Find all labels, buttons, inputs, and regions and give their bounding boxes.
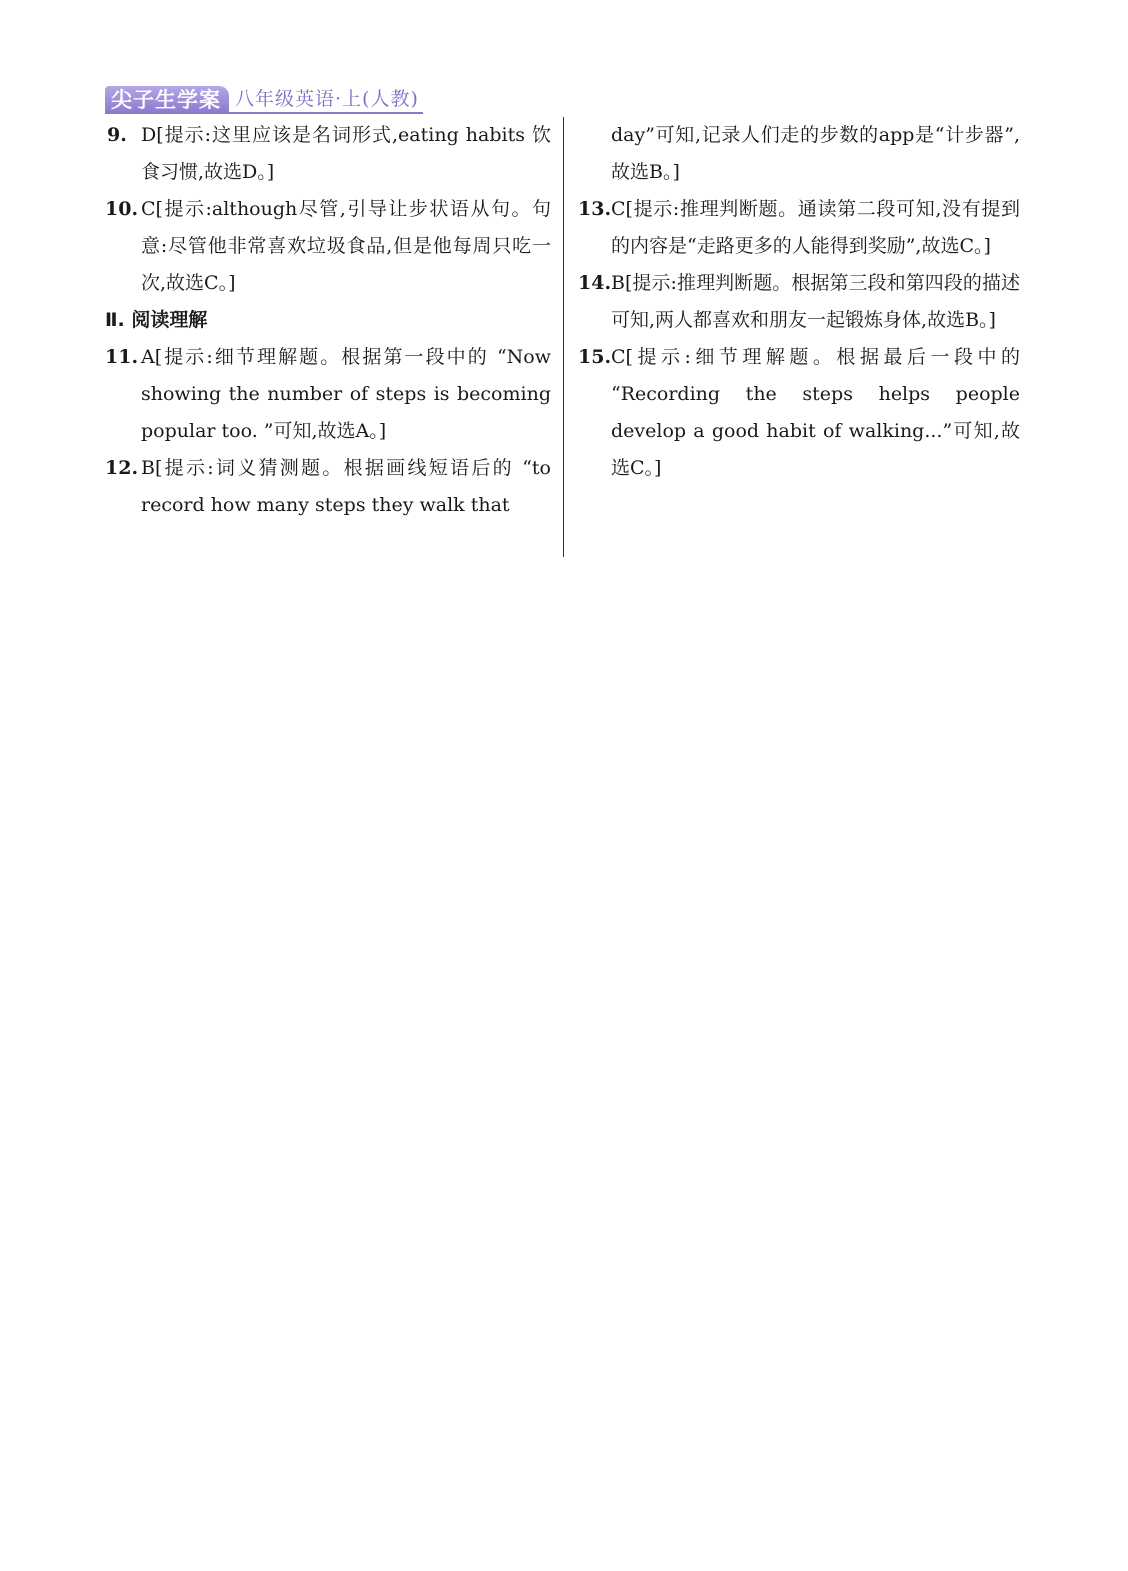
brand-logo: 尖子生学案 bbox=[105, 86, 229, 114]
item-text: D[提示:这里应该是名词形式,eating habits 饮食习惯,故选D。] bbox=[141, 124, 551, 183]
answer-item-11 bbox=[105, 339, 551, 450]
answer-item-12 bbox=[105, 450, 551, 524]
item-text: B[提示:词义猜测题。根据画线短语后的 “to record how many steps they walk that bbox=[141, 457, 551, 516]
item-number: 11. bbox=[105, 346, 139, 368]
answer-item-15 bbox=[578, 339, 1020, 487]
answer-item-13 bbox=[578, 191, 1020, 265]
column-divider bbox=[563, 117, 564, 557]
item-text: C[提示:细节理解题。根据最后一段中的 “Recording the steps helps people develop a good habit of walking...”可知,故选C。] bbox=[611, 346, 1020, 479]
section-title: Ⅱ. 阅读理解 bbox=[105, 309, 208, 331]
item-text: day”可知,记录人们走的步数的app是“计步器”,故选B。] bbox=[611, 124, 1020, 183]
answer-item-14 bbox=[578, 265, 1020, 339]
book-subtitle: 八年级英语·上(人教) bbox=[229, 86, 423, 114]
right-column bbox=[578, 117, 1020, 487]
item-number: 12. bbox=[105, 457, 139, 479]
answer-item-10 bbox=[105, 191, 551, 302]
item-number: 9. bbox=[107, 124, 127, 146]
left-column bbox=[105, 117, 551, 524]
item-text: A[提示:细节理解题。根据第一段中的 “Now showing the number of steps is becoming popular too. ”可知,故选A。] bbox=[141, 346, 551, 442]
item-number: 13. bbox=[578, 198, 612, 220]
item-number: 14. bbox=[578, 272, 612, 294]
item-number: 15. bbox=[578, 346, 612, 368]
item-text: C[提示:推理判断题。通读第二段可知,没有提到的内容是“走路更多的人能得到奖励”,故选C。] bbox=[611, 198, 1020, 257]
item-text: B[提示:推理判断题。根据第三段和第四段的描述可知,两人都喜欢和朋友一起锻炼身体,故选B。] bbox=[611, 272, 1020, 331]
item-number: 10. bbox=[105, 198, 139, 220]
answer-item-12-continued bbox=[578, 117, 1020, 191]
page-header bbox=[105, 86, 423, 114]
answer-item-9 bbox=[105, 117, 551, 191]
item-text: C[提示:although尽管,引导让步状语从句。句意:尽管他非常喜欢垃圾食品,但是他每周只吃一次,故选C。] bbox=[141, 198, 551, 294]
